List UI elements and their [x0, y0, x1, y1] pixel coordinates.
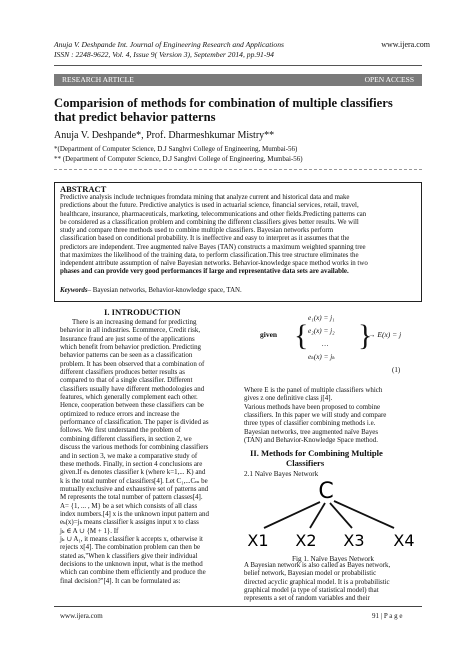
section-2-heading-line-2: Classifiers: [286, 458, 325, 468]
intro-line: given.If eₖ denotes classifier k (where k=1,... K) and: [60, 468, 206, 477]
equation-result: → E(x) = j: [368, 330, 402, 339]
edge-c-x2: [310, 503, 325, 528]
equation-given: given: [260, 330, 278, 339]
journal-name: Anuja V. Deshpande Int. Journal of Engineering Research and Applications: [54, 40, 284, 49]
figure-1-caption: Fig 1. Naïve Bayes Network: [291, 555, 375, 563]
methods-line: (TAN) and Behavior-Knowledge Space method.: [244, 436, 378, 445]
bayes-line: belief network, Bayesian model or probabilistic: [244, 569, 377, 578]
bayes-line: A Bayesian network is also called as Bayes network,: [244, 561, 391, 569]
keywords-label: Keywords: [60, 287, 88, 294]
paper-authors: Anuja V. Deshpande*, Prof. Dharmeshkumar Mistry**: [54, 130, 275, 141]
subsection-2-1-heading: 2.1 Naïve Bayes Network: [244, 470, 319, 478]
abstract-heading: ABSTRACT: [60, 184, 107, 194]
abstract-line: that maximizes the likelihood of the training data, to perform classification.This tree structure eliminates the: [60, 251, 359, 259]
section-2-heading: [250, 448, 383, 468]
node-x3: X3: [343, 531, 365, 550]
methods-intro-text: [244, 386, 422, 444]
naive-bayes-figure: [244, 474, 422, 554]
intro-line: jₖ ∈ A ∪ {M + 1}. If: [60, 526, 119, 535]
intro-line: index numbers.[4] x is the unknown input pattern and: [60, 509, 209, 518]
abstract-line: study and compare three methods used to combine multiple classifiers. Bayesian networks perform: [60, 227, 334, 234]
node-x4: X4: [393, 531, 415, 550]
intro-line: optimized to reduce errors and increase the: [60, 409, 180, 418]
node-c: C: [318, 479, 334, 504]
equation-number: (1): [392, 366, 401, 374]
methods-line: Bayesian networks, tree augmented naïve Bayes: [244, 427, 379, 436]
methods-line: classifiers. In this paper we will study and compare: [244, 411, 387, 420]
intro-line: features, which generally complement each other.: [60, 393, 198, 402]
intro-line: k is the total number of classifiers[4]. Let C₁,...Cₘ be: [60, 476, 208, 485]
journal-website[interactable]: www.ijera.com: [381, 40, 430, 49]
abstract-line: classification based on conditional probability. It is ineffective and easy to interpret as it assumes that the: [60, 235, 350, 243]
abstract-line: be considered as a classification problem and combining the different classifiers gives better results. We will: [60, 218, 359, 226]
equation-brace: {: [294, 319, 309, 352]
methods-line: three types of classifier combining methods i.e.: [244, 419, 376, 428]
header-divider: [54, 65, 422, 66]
section-2-heading-line-1: II. Methods for Combining Multiple: [250, 448, 383, 458]
intro-line: different classifiers produces better results as: [60, 368, 185, 377]
intro-line: follows. We first understand the problem of: [60, 426, 181, 435]
equation-brace-right: }: [358, 319, 373, 352]
intro-line: combining different classifiers, in section 2, we: [60, 434, 192, 443]
intro-line: final decision?"[4]. It can be formulated as:: [60, 576, 181, 585]
equation-row: eₖ(x) = jₖ: [308, 353, 335, 361]
footer-website[interactable]: www.ijera.com: [60, 612, 103, 620]
intro-line: behavior patterns can be seen as a classification: [60, 351, 193, 360]
title-line-1: Comparision of methods for combination of multiple classifiers: [54, 96, 393, 110]
bayes-line: represents a set of random variables and their: [244, 594, 370, 603]
journal-header: [54, 40, 354, 59]
intro-line: There is an increasing demand for predicting: [72, 318, 197, 326]
footer-divider: [54, 606, 422, 607]
edge-c-x4: [334, 501, 394, 528]
journal-issn: ISSN : 2248-9622, Vol. 4, Issue 9( Version 3), September 2014, pp.91-94: [54, 49, 274, 59]
node-x1: X1: [247, 531, 269, 550]
node-x2: X2: [295, 531, 317, 550]
intro-line: problem. It has been observed that a combination of: [60, 359, 205, 368]
intro-line: rejects x[4]. The combination problem can then be: [60, 543, 201, 552]
equation-row: e₂(x) = j₂: [308, 327, 335, 335]
intro-line: which can combine them efficiently and produce the: [60, 568, 206, 577]
intro-line: mutually exclusive and exhaustive set of patterns and: [60, 484, 209, 493]
methods-line: Where E is the panel of multiple classifiers which: [244, 386, 383, 394]
affiliation-2: ** (Department of Computer Science, D.J Sanghvi College of Engineering, Mumbai-56): [54, 155, 303, 163]
equation-rows: [308, 312, 335, 364]
keywords-text: – Bayesian networks, Behavior-knowledge space, TAN.: [87, 287, 242, 294]
affiliation-divider: [54, 169, 422, 170]
intro-line: Hence, cooperation between these classifiers can be: [60, 401, 204, 410]
intro-line: jₖ ∪ A₁, it means classifier k accepts x, otherwise it: [60, 534, 203, 543]
intro-line: these methods. Finally, in section 4 conclusions are: [60, 459, 203, 468]
banner-research-article: RESEARCH ARTICLE: [62, 75, 134, 84]
footer-page-number: 91 | P a g e: [372, 612, 403, 620]
intro-line: M represents the total number of pattern classes[4].: [60, 493, 203, 502]
keywords-line: [60, 287, 416, 294]
equation-row: e₁(x) = j₁: [308, 314, 335, 322]
abstract-line: independent attribute assumption of naïve Bayesian networks. Behavior-knowledge space method works in two: [60, 260, 368, 267]
intro-line: performance of classification. The paper is divided as: [60, 418, 209, 427]
intro-line: decisions to the unknown input, what is the method: [60, 559, 203, 568]
intro-line: compared to that of a single classifier. Different: [60, 376, 193, 385]
intro-line: behavior in all industries. Ecommerce, Credit risk,: [60, 326, 201, 335]
methods-line: gives z one definitive class j[4].: [244, 394, 333, 403]
intro-line: discuss the various methods for combining classifiers: [60, 443, 209, 452]
paper-title: [54, 96, 422, 124]
intro-line: classifiers usually have different methodologies and: [60, 384, 205, 393]
intro-line: Insurance fraud are just some of the applications: [60, 334, 195, 343]
abstract-line: phases and can provide very good performances if large and representative data sets are available.: [60, 268, 349, 276]
title-line-2: that predict behavior patterns: [54, 110, 216, 124]
abstract-text: [60, 194, 416, 277]
methods-line: Various methods have been proposed to combine: [244, 402, 381, 411]
intro-line: eₖ(x)=jₖ means classifier k assigns input x to class: [60, 518, 199, 527]
equation-1: [244, 308, 422, 378]
intro-line: stated as,"When k classifiers give their individual: [60, 551, 198, 560]
abstract-line: predictors are independent. Tree augmented naïve Bayes (TAN) constructs a maximum weighted spanning tree: [60, 243, 366, 251]
bayes-line: directed acyclic graphical model. It is a probabilistic: [244, 577, 390, 586]
abstract-line: healthcare, insurance, pharmaceuticals, marketing, telecommunications and other fields.Predicting patterns can: [60, 210, 367, 218]
article-type-banner: [54, 74, 422, 86]
section-1-heading: I. INTRODUCTION: [104, 307, 181, 317]
banner-open-access: OPEN ACCESS: [364, 75, 414, 84]
intro-line: A= {1, ... , M} be a set which consists of all class: [60, 501, 198, 510]
abstract-line: predictions about the future. Predictive analytics is used in actuarial science, financial services, retail, travel,: [60, 202, 359, 210]
intro-line: and in section 3, we make a comparative study of: [60, 451, 198, 460]
bayes-line: graphical model (a type of statistical model) that: [244, 586, 379, 595]
intro-line: which benefit from behavior prediction. Predicting: [60, 343, 202, 352]
affiliation-1: *(Department of Computer Science, D.J Sanghvi College of Engineering, Mumbai-56): [54, 145, 298, 153]
equation-row: …: [322, 340, 329, 348]
introduction-text: [60, 318, 234, 585]
bayesian-network-text: [244, 561, 422, 603]
abstract-line: Predictive analysis include techniques fromdata mining that analyze current and historical data and make: [60, 194, 350, 201]
